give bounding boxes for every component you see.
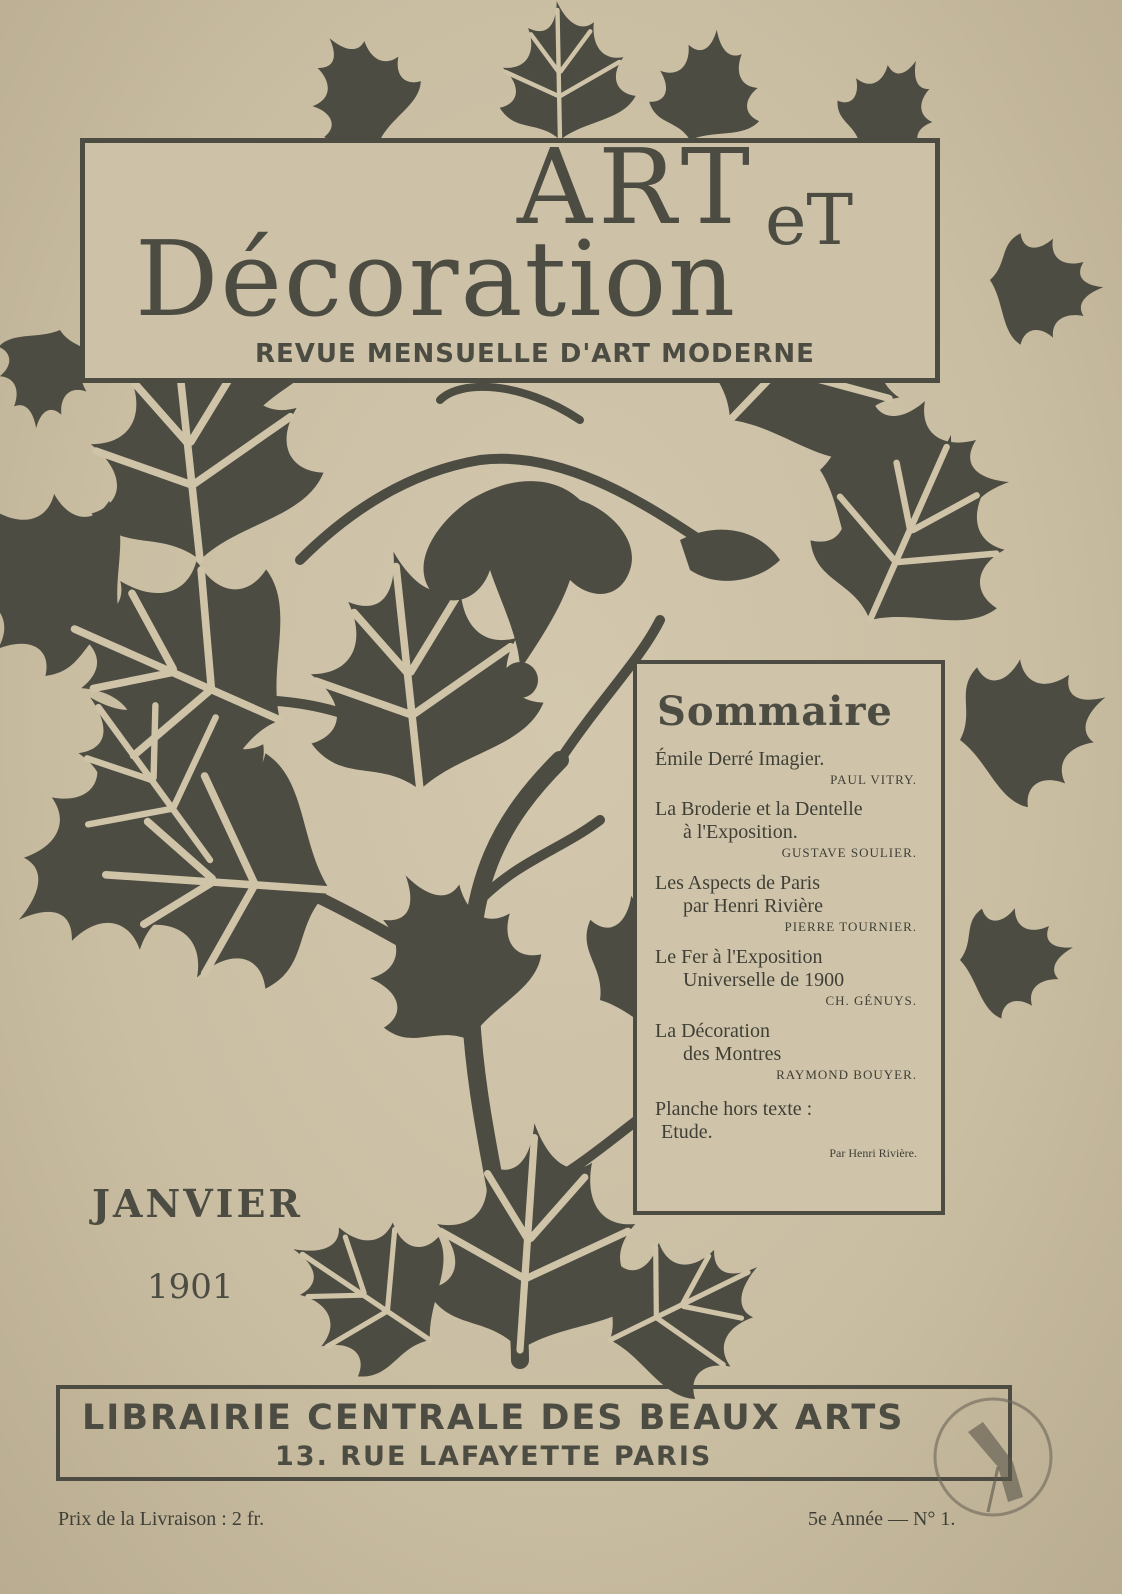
entry-title: Le Fer à l'Exposition <box>655 946 823 968</box>
contents-entry <box>655 946 917 1010</box>
entry-author: PIERRE TOURNIER. <box>784 919 917 934</box>
contents-entry <box>655 748 917 789</box>
masthead <box>80 126 940 383</box>
contents-entry <box>655 1098 917 1162</box>
title-art: ART <box>517 126 756 248</box>
publisher-name: LIBRAIRIE CENTRALE DES BEAUX ARTS <box>82 1398 905 1438</box>
issue-year: 1901 <box>147 1267 234 1307</box>
entry-title-continued: par Henri Rivière <box>683 895 823 917</box>
entry-title: Planche hors texte : <box>655 1098 813 1120</box>
contents-heading: Sommaire <box>657 688 893 735</box>
entry-author: RAYMOND BOUYER. <box>776 1067 917 1082</box>
masthead-subtitle: REVUE MENSUELLE D'ART MODERNE <box>255 339 815 369</box>
entry-author: CH. GÉNUYS. <box>825 993 917 1008</box>
entry-title-continued: Etude. <box>661 1121 713 1143</box>
table-of-contents <box>633 660 945 1215</box>
issue-number: 5e Année — N° 1. <box>808 1508 956 1530</box>
entry-title-continued: des Montres <box>683 1043 782 1065</box>
contents-entry <box>655 872 917 936</box>
issue-price: Prix de la Livraison : 2 fr. <box>58 1508 265 1530</box>
library-stamp-icon <box>928 1392 1058 1522</box>
entry-author: GUSTAVE SOULIER. <box>781 845 917 860</box>
publisher-box <box>56 1385 1012 1481</box>
entry-title: Les Aspects de Paris <box>655 872 820 894</box>
contents-entry <box>655 798 917 862</box>
entry-title: La Broderie et la Dentelle <box>655 798 863 820</box>
issue-month: JANVIER <box>92 1181 303 1226</box>
entry-title-continued: Universelle de 1900 <box>683 969 845 991</box>
entry-title: Émile Derré Imagier. <box>655 748 825 770</box>
title-decoration: Décoration <box>135 218 738 340</box>
entry-author: Par Henri Rivière. <box>829 1146 917 1160</box>
entry-author: PAUL VITRY. <box>830 772 917 787</box>
publisher-address: 13. RUE LAFAYETTE PARIS <box>275 1441 713 1472</box>
contents-entry <box>655 1020 917 1084</box>
entry-title: La Décoration <box>655 1020 770 1042</box>
title-et: eT <box>765 179 854 261</box>
entry-title-continued: à l'Exposition. <box>683 821 798 843</box>
